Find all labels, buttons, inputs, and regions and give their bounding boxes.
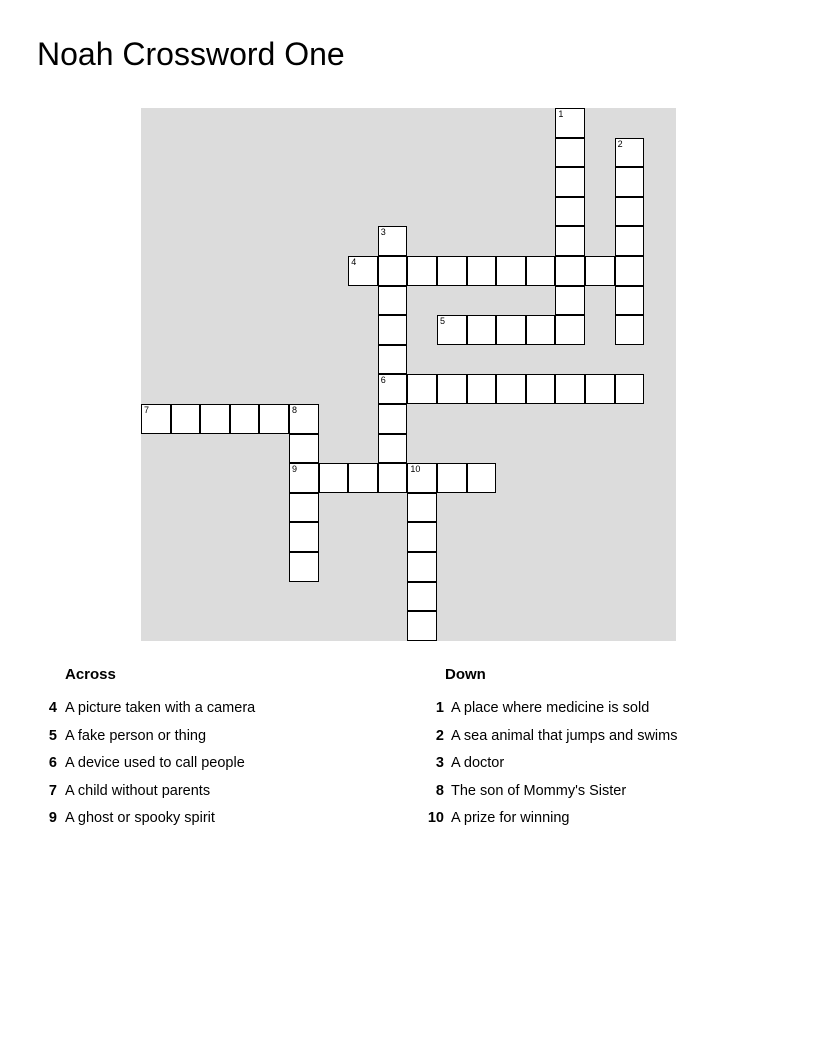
grid-cell[interactable] [496, 315, 526, 345]
grid-cell[interactable] [407, 493, 437, 523]
grid-cell[interactable] [526, 256, 556, 286]
clue-text: The son of Mommy's Sister [451, 782, 627, 799]
grid-cell[interactable] [526, 374, 556, 404]
grid-cell[interactable] [555, 197, 585, 227]
grid-cell[interactable] [467, 374, 497, 404]
cell-number: 1 [558, 109, 564, 119]
grid-cell[interactable] [171, 404, 201, 434]
grid-cell[interactable] [615, 226, 645, 256]
clue-number: 7 [48, 782, 57, 799]
cell-number: 7 [144, 405, 150, 415]
grid-cell[interactable] [615, 315, 645, 345]
grid-cell[interactable] [378, 434, 408, 464]
grid-cell[interactable] [289, 434, 319, 464]
clue-text: A fake person or thing [65, 727, 207, 744]
grid-cell[interactable] [526, 315, 556, 345]
grid-cell[interactable] [378, 226, 408, 256]
clue-number: 1 [435, 700, 444, 716]
grid-cell[interactable] [555, 108, 585, 138]
across-clues [40, 662, 380, 834]
down-heading: Down [445, 666, 486, 683]
grid-cell[interactable] [378, 345, 408, 375]
crossword-grid [141, 108, 676, 641]
cell-number: 9 [292, 464, 298, 475]
cell-number: 8 [292, 405, 298, 415]
grid-cell[interactable] [378, 286, 408, 316]
grid-cell[interactable] [407, 552, 437, 582]
clue-number: 2 [435, 727, 444, 744]
grid-cell[interactable] [378, 404, 408, 434]
clue-text: A sea animal that jumps and swims [451, 727, 678, 744]
grid-cell[interactable] [378, 315, 408, 345]
across-clue [40, 806, 380, 834]
clue-text: A device used to call people [65, 755, 245, 771]
clue-text: A prize for winning [451, 810, 570, 826]
cell-number: 6 [380, 375, 386, 386]
grid-cell[interactable] [289, 404, 319, 434]
page-title: Noah Crossword One [37, 36, 345, 72]
grid-cell[interactable] [496, 374, 526, 404]
grid-cell[interactable] [230, 404, 260, 434]
grid-cell[interactable] [467, 315, 497, 345]
clue-text: A ghost or spooky spirit [65, 810, 215, 826]
clue-text: A picture taken with a camera [65, 700, 256, 716]
grid-cell[interactable] [615, 138, 645, 168]
grid-cell[interactable] [615, 286, 645, 316]
grid-cell[interactable] [407, 522, 437, 552]
grid-cell[interactable] [407, 611, 437, 641]
across-clue [40, 724, 380, 752]
grid-cell[interactable] [200, 404, 230, 434]
grid-cell[interactable] [289, 522, 319, 552]
grid-cell[interactable] [141, 404, 171, 434]
grid-cell[interactable] [615, 197, 645, 227]
cell-number: 3 [380, 227, 386, 238]
clue-text: A doctor [451, 755, 505, 771]
grid-cell[interactable] [289, 463, 319, 493]
across-clue [40, 696, 380, 724]
grid-cell[interactable] [555, 286, 585, 316]
grid-cell[interactable] [378, 256, 408, 286]
grid-cell[interactable] [615, 256, 645, 286]
across-clue [40, 751, 380, 779]
grid-cell[interactable] [555, 138, 585, 168]
grid-cell[interactable] [407, 463, 437, 493]
grid-cell[interactable] [437, 374, 467, 404]
clue-text: A place where medicine is sold [451, 700, 650, 716]
down-clue [420, 696, 720, 724]
cell-number: 5 [440, 316, 446, 327]
grid-cell[interactable] [437, 463, 467, 493]
grid-cell[interactable] [319, 463, 349, 493]
grid-cell[interactable] [555, 256, 585, 286]
grid-cell[interactable] [555, 315, 585, 345]
cell-number: 10 [410, 464, 421, 475]
clue-number: 9 [48, 810, 57, 826]
grid-cell[interactable] [555, 226, 585, 256]
grid-cell[interactable] [615, 167, 645, 197]
down-clue [420, 751, 720, 779]
grid-cell[interactable] [378, 374, 408, 404]
clue-number: 10 [427, 810, 444, 826]
cell-number: 4 [351, 257, 357, 267]
grid-cell[interactable] [615, 374, 645, 404]
grid-cell[interactable] [437, 315, 467, 345]
clue-text: A child without parents [65, 782, 211, 799]
across-heading: Across [65, 666, 116, 683]
clue-number: 5 [48, 727, 57, 744]
grid-cell[interactable] [496, 256, 526, 286]
grid-cell[interactable] [585, 374, 615, 404]
grid-cell[interactable] [259, 404, 289, 434]
grid-cell[interactable] [407, 374, 437, 404]
clue-number: 4 [48, 700, 57, 716]
down-clue [420, 779, 720, 807]
down-clue [420, 724, 720, 752]
grid-cell[interactable] [348, 256, 378, 286]
grid-cell[interactable] [289, 552, 319, 582]
clue-number: 8 [435, 782, 444, 799]
grid-cell[interactable] [467, 256, 497, 286]
grid-cell[interactable] [555, 167, 585, 197]
grid-cell[interactable] [555, 374, 585, 404]
across-clue [40, 779, 380, 807]
clue-number: 6 [48, 755, 57, 771]
grid-cell[interactable] [407, 256, 437, 286]
grid-cell[interactable] [289, 493, 319, 523]
down-clue [420, 806, 720, 834]
grid-cell[interactable] [378, 463, 408, 493]
grid-cell[interactable] [467, 463, 497, 493]
grid-cell[interactable] [585, 256, 615, 286]
down-clues [420, 662, 720, 834]
cell-number: 2 [617, 138, 623, 149]
grid-cell[interactable] [348, 463, 378, 493]
grid-cell[interactable] [437, 256, 467, 286]
grid-cell[interactable] [407, 582, 437, 612]
clue-number: 3 [435, 755, 444, 771]
